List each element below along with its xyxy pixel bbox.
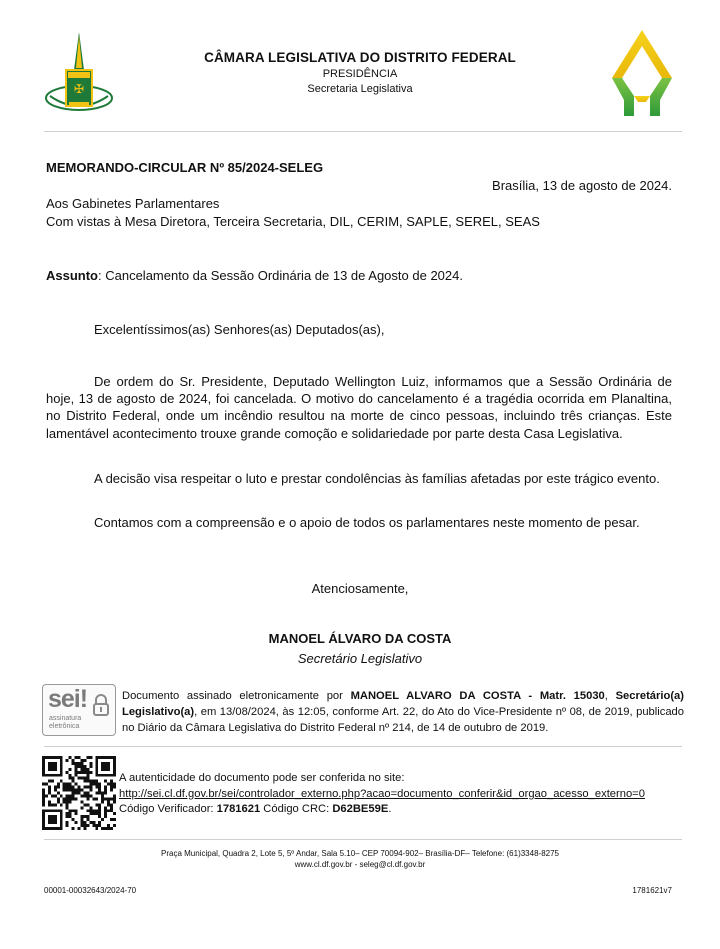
crc-label: Código CRC: — [260, 803, 333, 815]
salutation: Excelentíssimos(as) Senhores(as) Deputados(as), — [94, 322, 385, 337]
unit-name: Secretaria Legislativa — [307, 83, 413, 95]
signature-suffix: , em 13/08/2024, às 12:05, conforme Art. 22, do Ato do Vice-Presidente nº 08, de 2019, publicado no Diário da Câmara Legislativa do Distrito Federal nº 214, de 14 de outubro de 2019. — [122, 706, 684, 734]
crc-value: D62BE59E — [332, 803, 389, 815]
body-paragraph-1: De ordem do Sr. Presidente, Deputado Wellington Luiz, informamos que a Sessão Ordinária de hoje, 13 de agosto de 2024, foi cancelada. O motivo do cancelamento é a tragédia ocorrida em Planaltina, no Distrito Federal, onde um incêndio resultou na morte de cinco pessoas, incluindo três crianças. Este lamentável acontecimento trouxe grande comoção e solidariedade por parte desta Casa Legislativa. — [46, 374, 672, 441]
svg-text:✠: ✠ — [73, 82, 85, 96]
header-divider — [44, 131, 682, 132]
subject-label: Assunto — [46, 268, 98, 283]
verification-block — [119, 771, 689, 818]
signature-role: Secretário(a) Legislativo(a) — [122, 690, 684, 718]
signature-prefix: Documento assinado eletronicamente por — [122, 690, 351, 702]
signer-role: Secretário Legislativo — [297, 651, 423, 666]
code-label: Código Verificador: — [119, 803, 217, 815]
department-name: PRESIDÊNCIA — [322, 68, 398, 80]
footer-address: Praça Municipal, Quadra 2, Lote 5, 5º Andar, Sala 5.10– CEP 70094-902– Brasília-DF– Telefone: (61)3348-8275 — [161, 849, 559, 858]
signature-divider — [44, 746, 682, 747]
body-paragraph-2: A decisão visa respeitar o luto e prestar condolências às famílias afetadas por este trágico evento. — [94, 471, 660, 486]
document-version: 1781621v7 — [632, 886, 672, 895]
memo-date: Brasília, 13 de agosto de 2024. — [492, 178, 672, 193]
verification-url[interactable]: http://sei.cl.df.gov.br/sei/controlador_externo.php?acao=documento_conferir&id_orgao_acesso_externo=0 — [119, 787, 645, 800]
signer-name: MANOEL ÁLVARO DA COSTA — [268, 631, 452, 646]
footer-web: www.cl.df.gov.br - seleg@cl.df.gov.br — [294, 860, 426, 869]
lock-icon — [92, 694, 110, 716]
closing: Atenciosamente, — [311, 581, 409, 596]
sei-seal-line-2: eletrônica — [49, 723, 80, 730]
memo-identifier: MEMORANDO-CIRCULAR Nº 85/2024-SELEG — [46, 160, 324, 175]
process-number: 00001-00032643/2024-70 — [44, 886, 137, 895]
recipient-line-1: Aos Gabinetes Parlamentares — [46, 196, 220, 211]
verification-line: A autenticidade do documento pode ser conferida no site: — [119, 772, 405, 784]
code-value: 1781621 — [216, 803, 261, 815]
subject-text: : Cancelamento da Sessão Ordinária de 13 de Agosto de 2024. — [98, 268, 463, 283]
institution-name: CÂMARA LEGISLATIVA DO DISTRITO FEDERAL — [204, 50, 516, 65]
sei-brand: sei! — [48, 685, 88, 713]
signature-separator: , — [604, 690, 616, 702]
signature-signer: MANOEL ALVARO DA COSTA - Matr. 15030 — [350, 690, 605, 702]
crc-end: . — [388, 803, 392, 815]
memo-subject — [46, 268, 463, 283]
verification-divider — [44, 839, 682, 840]
body-paragraph-3: Contamos com a compreensão e o apoio de todos os parlamentares neste momento de pesar. — [94, 515, 640, 530]
qr-code-icon — [42, 756, 116, 830]
sei-seal-line-1: assinatura — [49, 715, 82, 722]
verification-codes — [119, 802, 689, 818]
signature-statement — [122, 688, 684, 736]
recipient-line-2: Com vistas à Mesa Diretora, Terceira Secretaria, DIL, CERIM, SAPLE, SEREL, SEAS — [46, 214, 540, 229]
sei-seal — [42, 684, 116, 736]
